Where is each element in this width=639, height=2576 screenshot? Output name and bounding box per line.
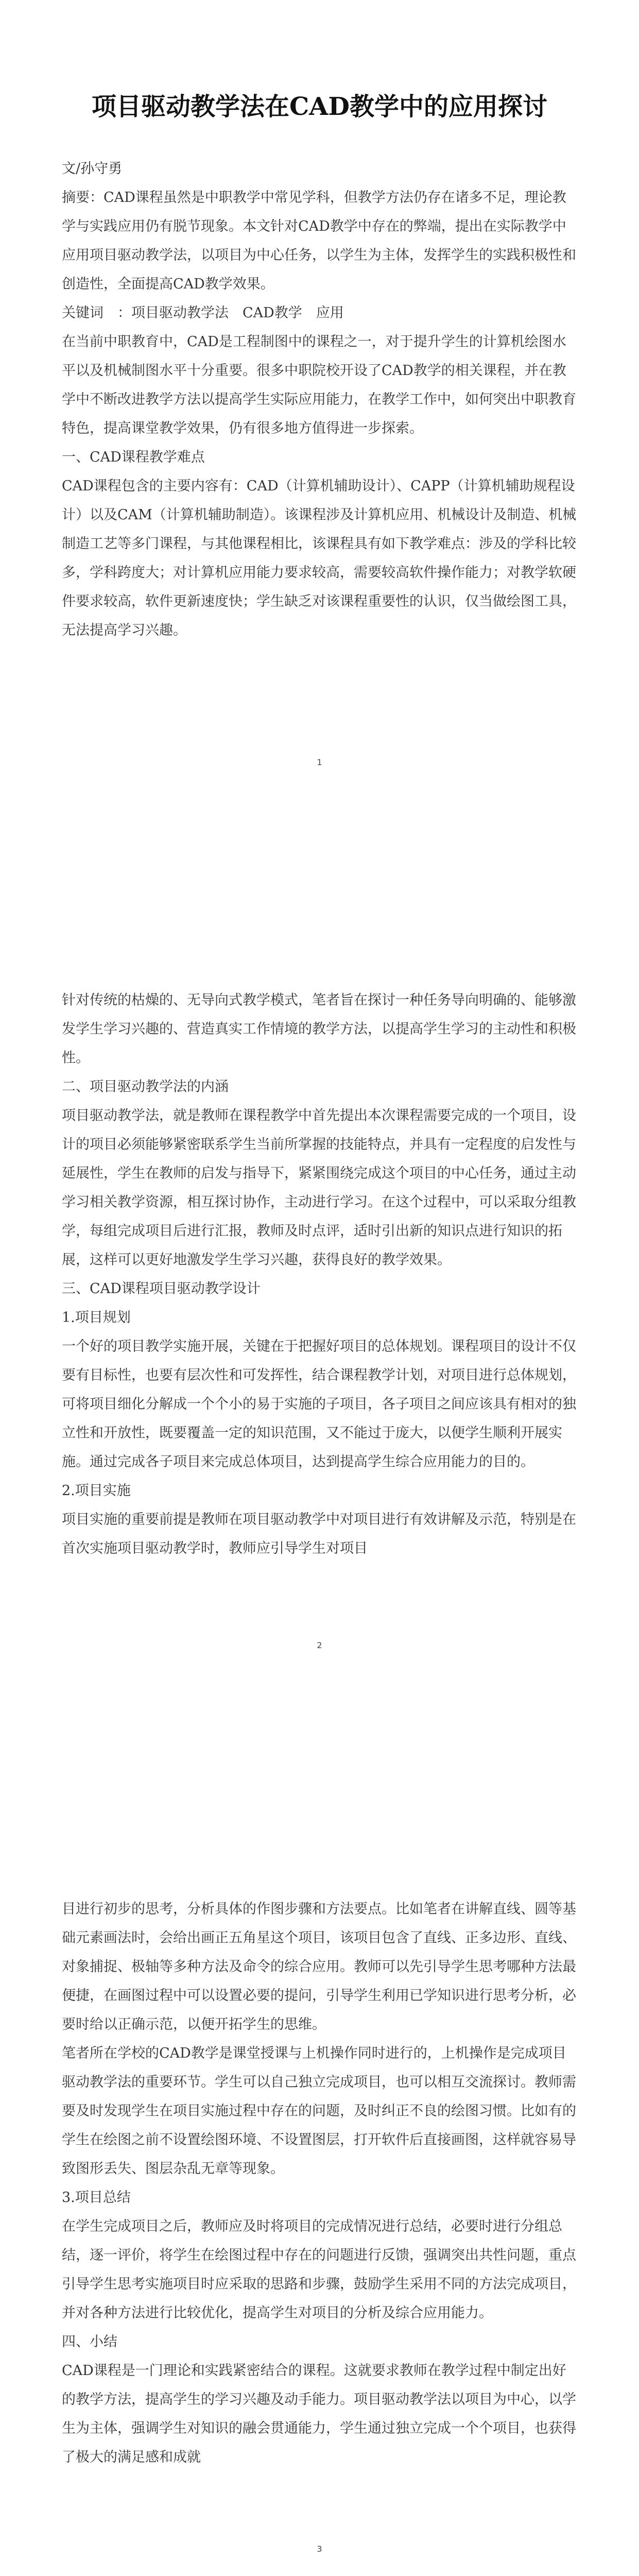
abstract-paragraph: 摘要：CAD课程虽然是中职教学中常见学科，但教学方法仍存在诸多不足，理论教学与实践应用仍有脱节现象。本文针对CAD教学中存在的弊端，提出在实际教学中应用项目驱动教学法，以项目为中心任务，以学生为主体，发挥学生的实践积极性和创造性，全面提高CAD教学效果。	[62, 190, 576, 292]
body-paragraph: 一个好的项目教学实施开展，关键在于把握好项目的总体规划。课程项目的设计不仅要有目标性，也要有层次性和可发挥性，结合课程教学计划，对项目进行总体规划，可将项目细化分解成一个个小的易于实施的子项目，各子项目之间应该具有相对的独立性和开放性，既要覆盖一定的知识范围，又不能过于庞大，以便学生顺利开展实施。通过完成各子项目来完成总体项目，达到提高学生综合应用能力的目的。	[62, 1338, 576, 1470]
body-paragraph: 笔者所在学校的CAD教学是课堂授课与上机操作同时进行的，上机操作是完成项目驱动教学法的重要环节。学生可以自己独立完成项目，也可以相互交流探讨。教师需要及时发现学生在项目实施过程中存在的问题，及时纠正不良的绘图习惯。比如有的学生在绘图之前不设置绘图环境、不设置图层，打开软件后直接画图，这样就容易导致图形丢失、图层杂乱无章等现象。	[62, 2045, 576, 2177]
intro-paragraph: 在当前中职教育中，CAD是工程制图中的课程之一，对于提升学生的计算机绘图水平以及机械制图水平十分重要。很多中职院校开设了CAD教学的相关课程，并在教学中不断改进教学方法以提高学生实际应用能力，在教学工作中，如何突出中职教育特色，提高课堂教学效果，仍有很多地方值得进一步探索。	[62, 334, 576, 436]
body-paragraph: CAD课程是一门理论和实践紧密结合的课程。这就要求教师在教学过程中制定出好的教学方法，提高学生的学习兴趣及动手能力。项目驱动教学法以项目为中心，以学生为主体，强调学生对知识的融会贯通能力，学生通过独立完成一个个项目，也获得了极大的满足感和成就	[62, 2363, 576, 2465]
subsection-heading: 1.项目规划	[62, 1310, 131, 1326]
document-title: 项目驱动教学法在CAD教学中的应用探讨	[91, 92, 548, 121]
body-paragraph: 针对传统的枯燥的、无导向式教学模式，笔者旨在探讨一种任务导向明确的、能够激发学生学习兴趣的、营造真实工作情境的教学方法，以提高学生学习的主动性和积极性。	[62, 992, 576, 1066]
author-line: 文/孙守勇	[62, 161, 123, 177]
body-paragraph: CAD课程包含的主要内容有：CAD（计算机辅助设计）、CAPP（计算机辅助规程设计）以及CAM（计算机辅助制造）。该课程涉及计算机应用、机械设计及制造、机械制造工艺等多门课程，与其他课程相比，该课程具有如下教学难点：涉及的学科比较多，学科跨度大；对计算机应用能力要求较高，需要较高软件操作能力；对教学软硬件要求较高，软件更新速度快；学生缺乏对该课程重要性的认识，仅当做绘图工具，无法提高学习兴趣。	[62, 478, 577, 638]
page-number: 3	[317, 2544, 322, 2554]
body-paragraph: 目进行初步的思考，分析具体的作图步骤和方法要点。比如笔者在讲解直线、圆等基础元素画法时，会给出画正五角星这个项目，该项目包含了直线、正多边形、直线、对象捕捉、极轴等多种方法及命令的综合应用。教师可以先引导学生思考哪种方法最便捷，在画图过程中可以设置必要的提问，引导学生利用已学知识进行思考分析，必要时给以正确示范，以便开拓学生的思维。	[62, 1901, 576, 2032]
page-2-content	[62, 986, 577, 1563]
page-3	[0, 1807, 639, 2576]
page-3-content	[62, 1895, 577, 2472]
page-1-content	[62, 155, 577, 645]
section-heading: 三、CAD课程项目驱动教学设计	[62, 1281, 261, 1297]
subsection-heading: 3.项目总结	[62, 2190, 131, 2206]
subsection-heading: 2.项目实施	[62, 1483, 131, 1499]
section-heading: 四、小结	[62, 2334, 117, 2350]
keywords-line: 关键词 ：项目驱动教学法 CAD教学 应用	[62, 305, 344, 321]
section-heading: 一、CAD课程教学难点	[62, 449, 205, 465]
page-number: 1	[317, 757, 322, 767]
page-number: 2	[317, 1640, 322, 1650]
page-1	[0, 0, 639, 904]
body-paragraph: 在学生完成项目之后，教师应及时将项目的完成情况进行总结，必要时进行分组总结，逐一评价，将学生在绘图过程中存在的问题进行反馈，强调突出共性问题，重点引导学生思考实施项目时应采取的思路和步骤，鼓励学生采用不同的方法完成项目，并对各种方法进行比较优化，提高学生对项目的分析及综合应用能力。	[62, 2218, 576, 2321]
body-paragraph: 项目实施的重要前提是教师在项目驱动教学中对项目进行有效讲解及示范，特别是在首次实施项目驱动教学时，教师应引导学生对项目	[62, 1512, 576, 1556]
section-heading: 二、项目驱动教学法的内涵	[62, 1079, 229, 1095]
page-2	[0, 904, 639, 1807]
body-paragraph: 项目驱动教学法，就是教师在课程教学中首先提出本次课程需要完成的一个项目，设计的项目必须能够紧密联系学生当前所掌握的技能特点，并具有一定程度的启发性与延展性，学生在教师的启发与指导下，紧紧围绕完成这个项目的中心任务，通过主动学习相关教学资源，相互探讨协作，主动进行学习。在这个过程中，可以采取分组教学，每组完成项目后进行汇报，教师及时点评，适时引出新的知识点进行知识的拓展，这样可以更好地激发学生学习兴趣，获得良好的教学效果。	[62, 1108, 576, 1268]
